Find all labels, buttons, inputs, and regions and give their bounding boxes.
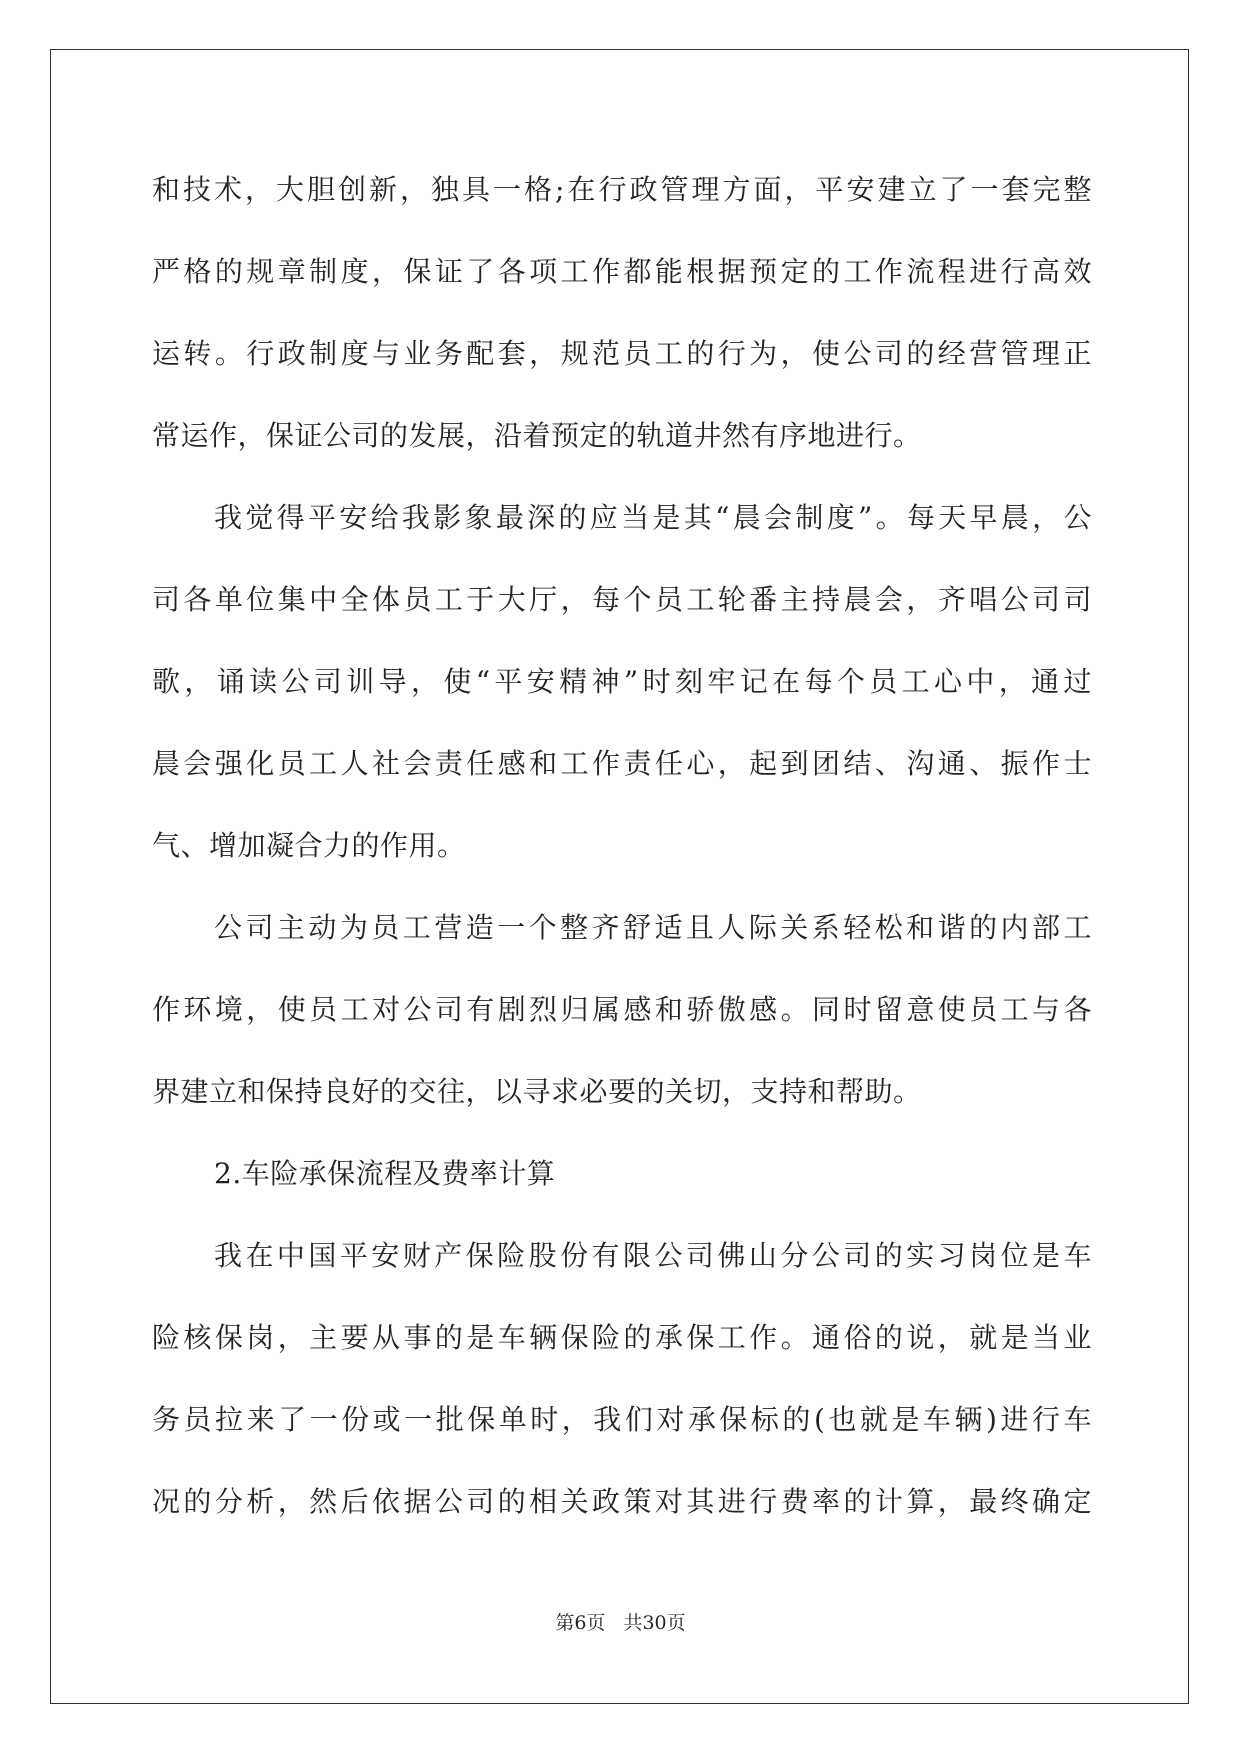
body-line-6: 司各单位集中全体员工于大厅，每个员工轮番主持晨会，齐唱公司司 xyxy=(152,583,1092,616)
body-line-12: 界建立和保持良好的交往，以寻求必要的关切，支持和帮助。 xyxy=(152,1075,922,1108)
body-line-11: 作环境，使员工对公司有剧烈归属感和骄傲感。同时留意使员工与各 xyxy=(152,993,1092,1026)
body-line-16: 务员拉来了一份或一批保单时，我们对承保标的(也就是车辆)进行车 xyxy=(152,1403,1092,1436)
body-line-5: 我觉得平安给我影象最深的应当是其“晨会制度”。每天早晨，公 xyxy=(214,501,1092,534)
body-line-2: 严格的规章制度，保证了各项工作都能根据预定的工作流程进行高效 xyxy=(152,255,1092,288)
body-line-8: 晨会强化员工人社会责任感和工作责任心，起到团结、沟通、振作士 xyxy=(152,747,1092,780)
body-line-9: 气、增加凝合力的作用。 xyxy=(152,829,466,862)
body-line-4: 常运作，保证公司的发展，沿着预定的轨道井然有序地进行。 xyxy=(152,419,922,452)
section-heading: 2.车险承保流程及费率计算 xyxy=(214,1157,556,1190)
body-line-10: 公司主动为员工营造一个整齐舒适且人际关系轻松和谐的内部工 xyxy=(214,911,1092,944)
document-body xyxy=(152,165,1092,1559)
body-line-1: 和技术，大胆创新，独具一格;在行政管理方面，平安建立了一套完整 xyxy=(152,173,1092,206)
body-line-15: 险核保岗，主要从事的是车辆保险的承保工作。通俗的说，就是当业 xyxy=(152,1321,1092,1354)
page-number: 第6页 xyxy=(555,1612,606,1634)
body-line-17: 况的分析，然后依据公司的相关政策对其进行费率的计算，最终确定 xyxy=(152,1485,1092,1518)
body-line-7: 歌，诵读公司训导，使“平安精神”时刻牢记在每个员工心中，通过 xyxy=(152,665,1092,698)
body-line-14: 我在中国平安财产保险股份有限公司佛山分公司的实习岗位是车 xyxy=(214,1239,1092,1272)
page-total: 共30页 xyxy=(623,1612,686,1634)
body-line-3: 运转。行政制度与业务配套，规范员工的行为，使公司的经营管理正 xyxy=(152,337,1092,370)
page-footer xyxy=(0,1608,1241,1635)
